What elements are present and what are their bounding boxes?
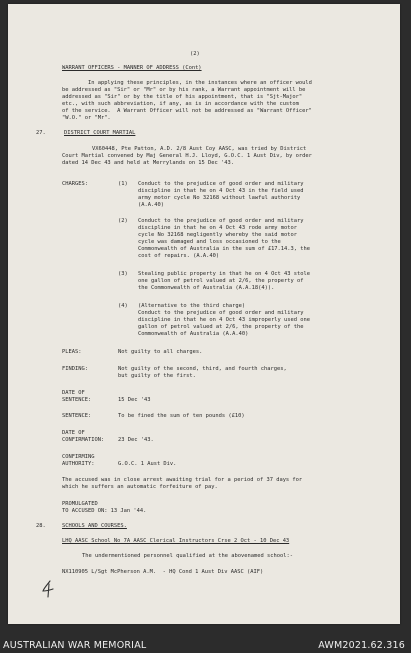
charge-number: (3) [118, 271, 128, 277]
finding-line: Not guilty of the second, third, and fourth charges, [118, 366, 287, 372]
course-entry: NX110905 L/Sgt McPherson A.M. - HQ Cond 1 Aust Div AASC (AIF) [62, 569, 264, 575]
section-title-schools: SCHOOLS AND COURSES. [62, 523, 127, 529]
arrest-line: which he suffers an automatic forfeiture of pay. [62, 484, 218, 490]
charge-line: army motor cycle No 32168 without lawful authority [138, 195, 301, 201]
charges-label: CHARGES: [62, 181, 88, 187]
section-number-27: 27. [36, 130, 46, 136]
promulgated-line: TO ACCUSED ON: 13 Jan '44. [62, 508, 147, 514]
course-intro: The undermentioned personnel qualified at the abovenamed school:- [82, 553, 293, 559]
charge-line: Commonwealth of Australia (A.A.40) [138, 331, 249, 337]
date-of-sentence-value: 15 Dec '43 [118, 397, 151, 403]
date-of-sentence-label: SENTENCE: [62, 397, 92, 403]
section-heading-warrant-officers: WARRANT OFFICERS - MANNER OF ADDRESS (Cont) [62, 65, 202, 71]
charge-line: (A.A.40) [138, 202, 164, 208]
intro-line: VX60448, Pte Patton, A.D. 2/8 Aust Coy AASC, was tried by District [92, 146, 307, 152]
sentence-value: To be fined the sum of ten pounds (£10) [118, 413, 245, 419]
date-of-sentence-label: DATE OF [62, 390, 85, 396]
course-title: LHQ AASC School No 7A AASC Clerical Instructors Crse 2 Oct - 10 Dec 43 [62, 538, 290, 544]
charge-line: Stealing public property in that he on 4 Oct 43 stole [138, 271, 311, 277]
finding-label: FINDING: [62, 366, 88, 372]
section-number-28: 28. [36, 523, 46, 529]
handwritten-mark [41, 579, 57, 599]
date-of-confirmation-value: 23 Dec '43. [118, 437, 154, 443]
charge-line: the Commonwealth of Australia (A.A.18(4)). [138, 285, 275, 291]
charge-number: (4) [118, 303, 128, 309]
sentence-label: SENTENCE: [62, 413, 92, 419]
archive-footer [0, 636, 411, 653]
pleas-value: Not guilty to all charges. [118, 349, 203, 355]
confirming-authority-label: AUTHORITY: [62, 461, 95, 467]
document-page [8, 4, 400, 624]
charge-line: Commonwealth of Australia in the sum of £17.14.3, the [138, 246, 311, 252]
section-title-court-martial: DISTRICT COURT MARTIAL [64, 130, 136, 136]
charge-number: (2) [118, 218, 128, 224]
finding-line: but guilty of the first. [118, 373, 196, 379]
date-of-confirmation-label: DATE OF [62, 430, 85, 436]
intro-line: Court Martial convened by Maj General H.J. Lloyd, G.O.C. 1 Aust Div, by order [62, 153, 312, 159]
arrest-line: The accused was in close arrest awaiting trial for a period of 37 days for [62, 477, 303, 483]
charge-line: cost of repairs. (A.A.40) [138, 253, 220, 259]
charge-line: discipline in that he on 4 Oct 43 rode army motor [138, 225, 298, 231]
paragraph-line: be addressed as "Sir" or "Mr" or by his rank, a Warrant appointment will be [62, 87, 306, 93]
paragraph-line: of the service. A Warrant Officer will not be addressed as "Warrant Officer" [62, 108, 312, 114]
footer-institution: AUSTRALIAN WAR MEMORIAL [3, 640, 147, 651]
charge-line: discipline in that he on 4 Oct 43 in the field used [138, 188, 304, 194]
charge-line: (Alternative to the third charge) [138, 303, 246, 309]
paragraph-line: In applying these principles, in the instances where an officer would [62, 80, 312, 86]
pleas-label: PLEAS: [62, 349, 82, 355]
footer-catalog-id: AWM2021.62.316 [318, 640, 405, 651]
charge-line: Conduct to the prejudice of good order and military [138, 310, 304, 316]
paragraph-line: addressed as "Sir" or by the title of his appointment, that is "Sjt-Major" [62, 94, 303, 100]
confirming-authority-value: G.O.C. 1 Aust Div. [118, 461, 177, 467]
paragraph-line: "W.O." or "Mr". [62, 115, 111, 121]
confirming-authority-label: CONFIRMING [62, 454, 95, 460]
charge-line: one gallon of petrol valued at 2/6, the property of [138, 278, 304, 284]
paragraph-line: etc., with such abbreviation, if any, as is in accordance with the custom [62, 101, 299, 107]
charge-line: cycle was damaged and loss occasioned to the [138, 239, 281, 245]
charge-number: (1) [118, 181, 128, 187]
date-of-confirmation-label: CONFIRMATION: [62, 437, 105, 443]
charge-line: cycle No 32168 negligently whereby the said motor [138, 232, 298, 238]
charge-line: gallon of petrol valued at 2/6, the property of the [138, 324, 304, 330]
charge-line: Conduct to the prejudice of good order and military [138, 181, 304, 187]
promulgated-line: PROMULGATED [62, 501, 98, 507]
intro-line: dated 14 Dec 43 and held at Merrylands on 15 Dec '43. [62, 160, 235, 166]
page-number: (2) [190, 51, 200, 57]
charge-line: Conduct to the prejudice of good order and military [138, 218, 304, 224]
charge-line: discipline in that he on 4 Oct 43 improperly used one [138, 317, 311, 323]
